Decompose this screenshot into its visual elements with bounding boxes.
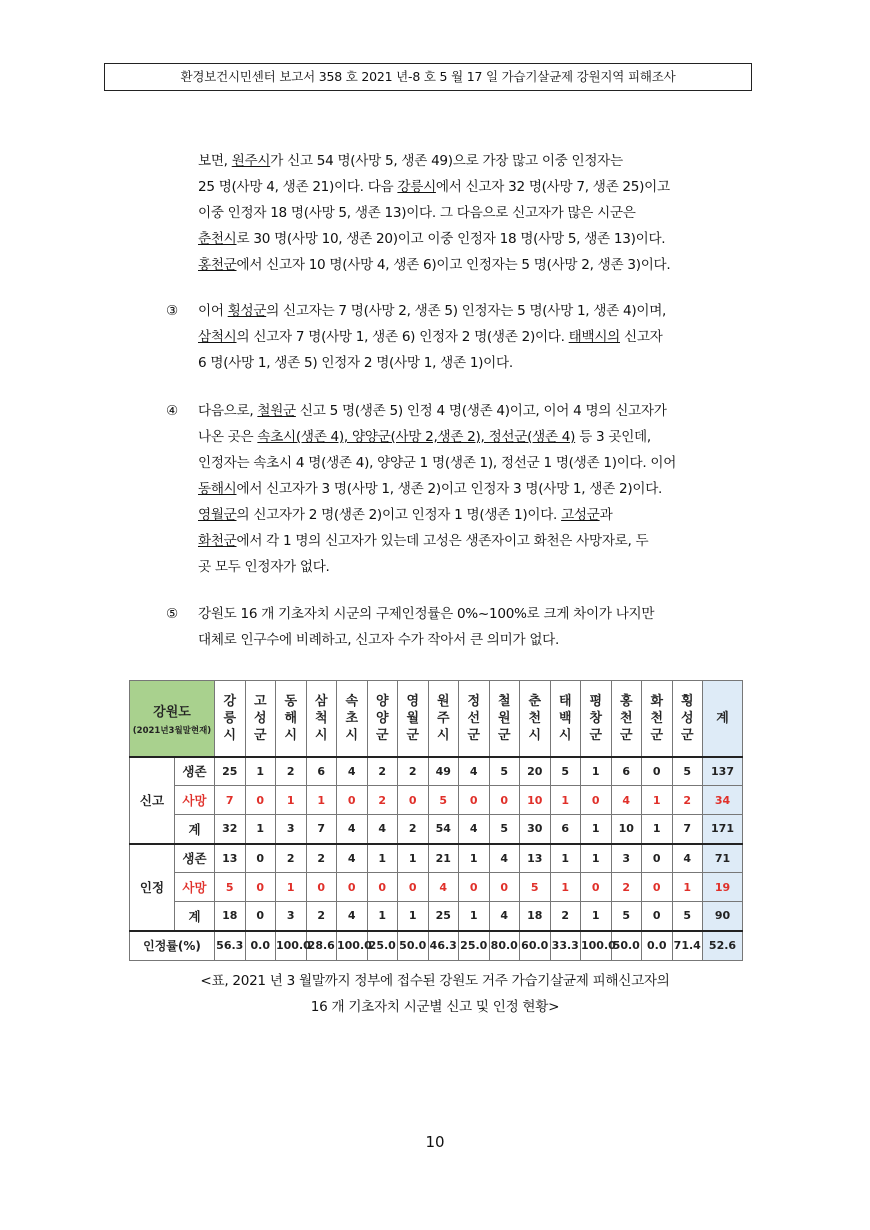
table-cell: 2 <box>276 757 307 786</box>
table-cell: 18 <box>520 902 551 931</box>
table-cell: 4 <box>337 844 368 873</box>
rate-cell: 33.3 <box>550 931 581 961</box>
rate-cell: 25.0 <box>459 931 490 961</box>
table-cell: 49 <box>428 757 459 786</box>
table-cell: 1 <box>367 902 398 931</box>
table-cell: 13 <box>215 844 246 873</box>
table-cell: 1 <box>276 786 307 815</box>
table-cell: 3 <box>276 815 307 844</box>
table-cell: 1 <box>550 873 581 902</box>
row-label: 사망 <box>175 873 215 902</box>
table-cell: 0 <box>459 786 490 815</box>
table-cell: 4 <box>459 815 490 844</box>
table-cell: 1 <box>642 786 673 815</box>
item-3-marker: ③ <box>166 303 179 319</box>
table-cell: 1 <box>245 815 276 844</box>
table-cell: 20 <box>520 757 551 786</box>
table-cell: 2 <box>398 815 429 844</box>
table-cell: 0 <box>245 902 276 931</box>
table-cell: 2 <box>398 757 429 786</box>
table-cell: 1 <box>581 815 612 844</box>
table-cell: 1 <box>581 902 612 931</box>
table-cell: 0 <box>642 873 673 902</box>
table-cell: 1 <box>245 757 276 786</box>
rate-cell: 50.0 <box>398 931 429 961</box>
city-header: 고 성 군 <box>245 681 276 757</box>
table-cell: 32 <box>215 815 246 844</box>
table-cell: 0 <box>306 873 337 902</box>
table-cell: 2 <box>306 902 337 931</box>
rate-cell: 80.0 <box>489 931 520 961</box>
row-label: 생존 <box>175 757 215 786</box>
page-number: 10 <box>425 1133 445 1151</box>
city-wonju: 원주시 <box>231 153 271 169</box>
table-cell: 0 <box>581 786 612 815</box>
table-cell: 5 <box>428 786 459 815</box>
table-corner-header <box>130 681 215 757</box>
table-cell: 2 <box>367 757 398 786</box>
item-3-text: 이어 횡성군의 신고자는 7 명(사망 2, 생존 5) 인정자는 5 명(사망 1, 생존 4)이며, 삼척시의 신고자 7 명(사망 1, 생존 6) 인정자 2 명(생존 2)이다. 태백시의 신고자 6 명(사망 1, 생존 5) 인정자 2 명(사망 1, 생존 1)이다. <box>198 303 667 371</box>
city-header: 평 창 군 <box>581 681 612 757</box>
rate-cell: 0.0 <box>245 931 276 961</box>
table-cell: 0 <box>337 873 368 902</box>
total-header: 계 <box>703 681 743 757</box>
city-header: 양 양 군 <box>367 681 398 757</box>
table-cell: 10 <box>611 815 642 844</box>
row-label: 계 <box>175 815 215 844</box>
row-label: 생존 <box>175 844 215 873</box>
row-total-cell: 137 <box>703 757 743 786</box>
city-chuncheon: 춘천시 <box>198 231 237 247</box>
table-cell: 1 <box>550 786 581 815</box>
table-cell: 2 <box>550 902 581 931</box>
table-cell: 18 <box>215 902 246 931</box>
row-label: 사망 <box>175 786 215 815</box>
region-title: 강원도 <box>153 704 191 720</box>
table-cell: 4 <box>367 815 398 844</box>
table-cell: 2 <box>672 786 703 815</box>
table-cell: 0 <box>489 873 520 902</box>
table-cell: 2 <box>306 844 337 873</box>
table-cell: 1 <box>367 844 398 873</box>
table-cell: 0 <box>398 873 429 902</box>
city-header: 동 해 시 <box>276 681 307 757</box>
table-cell: 4 <box>611 786 642 815</box>
row-total-cell: 71 <box>703 844 743 873</box>
table-cell: 5 <box>489 757 520 786</box>
rate-cell: 0.0 <box>642 931 673 961</box>
city-header: 춘 천 시 <box>520 681 551 757</box>
table-cell: 7 <box>306 815 337 844</box>
rate-cell: 71.4 <box>672 931 703 961</box>
table-cell: 30 <box>520 815 551 844</box>
paragraph-intro: 보면, 원주시가 신고 54 명(사망 5, 생존 49)으로 가장 많고 이중 인정자는 25 명(사망 4, 생존 21)이다. 다음 강릉시에서 신고자 32 명(사망 7, 생존 25)이고 이중 인정자 18 명(사망 5, 생존 13)이다. 그 다음으로 신고자가 많은 시군은 춘천시로 30 명(사망 10, 생존 20)이고 이중 인정자 18 명(사망 5, 생존 13)이다. 홍천군에서 신고자 10 명(사망 4, 생존 6)이고 인정자는 5 명(사망 2, 생존 3)이다. <box>198 153 671 273</box>
city-header: 정 선 군 <box>459 681 490 757</box>
table-cell: 0 <box>245 844 276 873</box>
city-hongcheon: 홍천군 <box>198 257 237 273</box>
row-total-cell: 90 <box>703 902 743 931</box>
table-cell: 4 <box>459 757 490 786</box>
city-header: 영 월 군 <box>398 681 429 757</box>
rate-cell: 25.0 <box>367 931 398 961</box>
rate-cell: 46.3 <box>428 931 459 961</box>
table-cell: 1 <box>306 786 337 815</box>
item-5-text: 강원도 16 개 기초자치 시군의 구제인정률은 0%~100%로 크게 차이가 나지만 대체로 인구수에 비례하고, 신고자 수가 작아서 큰 의미가 없다. <box>198 606 655 648</box>
table-cell: 5 <box>611 902 642 931</box>
table-cell: 1 <box>276 873 307 902</box>
table-cell: 0 <box>642 902 673 931</box>
report-group-label: 신고 <box>130 757 175 844</box>
table-cell: 2 <box>367 786 398 815</box>
table-cell: 25 <box>428 902 459 931</box>
item-5-marker: ⑤ <box>166 606 179 622</box>
item-4-marker: ④ <box>166 403 179 419</box>
report-header: 환경보건시민센터 보고서 358 호 2021 년-8 호 5 월 17 일 가습기살균제 강원지역 피해조사 <box>104 63 752 91</box>
city-gangneung: 강릉시 <box>397 179 436 195</box>
table-cell: 13 <box>520 844 551 873</box>
table-cell: 5 <box>672 902 703 931</box>
table-cell: 21 <box>428 844 459 873</box>
table-cell: 5 <box>550 757 581 786</box>
rate-cell: 28.6 <box>306 931 337 961</box>
city-header: 원 주 시 <box>428 681 459 757</box>
table-cell: 1 <box>398 902 429 931</box>
table-cell: 10 <box>520 786 551 815</box>
table-cell: 3 <box>276 902 307 931</box>
table-cell: 5 <box>520 873 551 902</box>
row-total-cell: 34 <box>703 786 743 815</box>
table-cell: 2 <box>611 873 642 902</box>
rate-cell: 100.0 <box>337 931 368 961</box>
table-cell: 4 <box>489 902 520 931</box>
table-cell: 0 <box>337 786 368 815</box>
table-cell: 0 <box>245 786 276 815</box>
table-cell: 1 <box>398 844 429 873</box>
table-cell: 0 <box>642 844 673 873</box>
table-cell: 1 <box>581 757 612 786</box>
gangwon-stats-table <box>129 680 743 961</box>
table-cell: 4 <box>489 844 520 873</box>
rate-cell: 50.0 <box>611 931 642 961</box>
table-cell: 4 <box>428 873 459 902</box>
table-cell: 5 <box>489 815 520 844</box>
city-header: 화 천 군 <box>642 681 673 757</box>
row-total-cell: 171 <box>703 815 743 844</box>
city-header: 홍 천 군 <box>611 681 642 757</box>
table-cell: 0 <box>398 786 429 815</box>
table-cell: 3 <box>611 844 642 873</box>
table-cell: 54 <box>428 815 459 844</box>
table-cell: 0 <box>459 873 490 902</box>
city-header: 강 릉 시 <box>215 681 246 757</box>
table-caption: <표, 2021 년 3 월말까지 정부에 접수된 강원도 거주 가습기살균제 피해신고자의 16 개 기초자치 시군별 신고 및 인정 현황> <box>200 973 670 1015</box>
city-header: 태 백 시 <box>550 681 581 757</box>
table-cell: 4 <box>337 757 368 786</box>
table-cell: 0 <box>642 757 673 786</box>
table-cell: 0 <box>245 873 276 902</box>
as-of-date: (2021년3월말현재) <box>132 725 212 736</box>
table-cell: 25 <box>215 757 246 786</box>
table-cell: 6 <box>306 757 337 786</box>
table-cell: 7 <box>672 815 703 844</box>
row-total-cell: 19 <box>703 873 743 902</box>
table-cell: 7 <box>215 786 246 815</box>
table-cell: 1 <box>459 844 490 873</box>
city-header: 삼 척 시 <box>306 681 337 757</box>
rate-label: 인정률(%) <box>130 931 215 961</box>
city-header: 속 초 시 <box>337 681 368 757</box>
table-cell: 5 <box>215 873 246 902</box>
table-cell: 1 <box>642 815 673 844</box>
table-cell: 0 <box>367 873 398 902</box>
city-header: 철 원 군 <box>489 681 520 757</box>
table-cell: 1 <box>459 902 490 931</box>
table-cell: 4 <box>672 844 703 873</box>
recognized-group-label: 인정 <box>130 844 175 931</box>
city-header: 횡 성 군 <box>672 681 703 757</box>
table-cell: 0 <box>581 873 612 902</box>
rate-cell: 100.0 <box>276 931 307 961</box>
table-cell: 4 <box>337 815 368 844</box>
table-cell: 1 <box>672 873 703 902</box>
table-cell: 4 <box>337 902 368 931</box>
rate-cell: 56.3 <box>215 931 246 961</box>
table-cell: 0 <box>489 786 520 815</box>
table-cell: 6 <box>611 757 642 786</box>
item-4-text: 다음으로, 철원군 신고 5 명(생존 5) 인정 4 명(생존 4)이고, 이어 4 명의 신고자가 나온 곳은 속초시(생존 4), 양양군(사망 2,생존 2), 정선군(생존 4) 등 3 곳인데, 인정자는 속초시 4 명(생존 4), 양양군 1 명(생존 1), 정선군 1 명(생존 1)이다. 이어 동해시에서 신고자가 3 명(사망 1, 생존 2)이고 인정자 3 명(사망 1, 생존 2)이다. 영월군의 신고자가 2 명(생존 2)이고 인정자 1 명(생존 1)이다. 고성군과 화천군에서 각 1 명의 신고자가 있는데 고성은 생존자이고 화천은 사망자로, 두 곳 모두 인정자가 없다. <box>198 403 677 575</box>
row-label: 계 <box>175 902 215 931</box>
table-cell: 1 <box>550 844 581 873</box>
rate-cell: 100.0 <box>581 931 612 961</box>
table-cell: 2 <box>276 844 307 873</box>
table-cell: 6 <box>550 815 581 844</box>
table-cell: 1 <box>581 844 612 873</box>
rate-cell: 60.0 <box>520 931 551 961</box>
rate-total-cell: 52.6 <box>703 931 743 961</box>
table-cell: 5 <box>672 757 703 786</box>
